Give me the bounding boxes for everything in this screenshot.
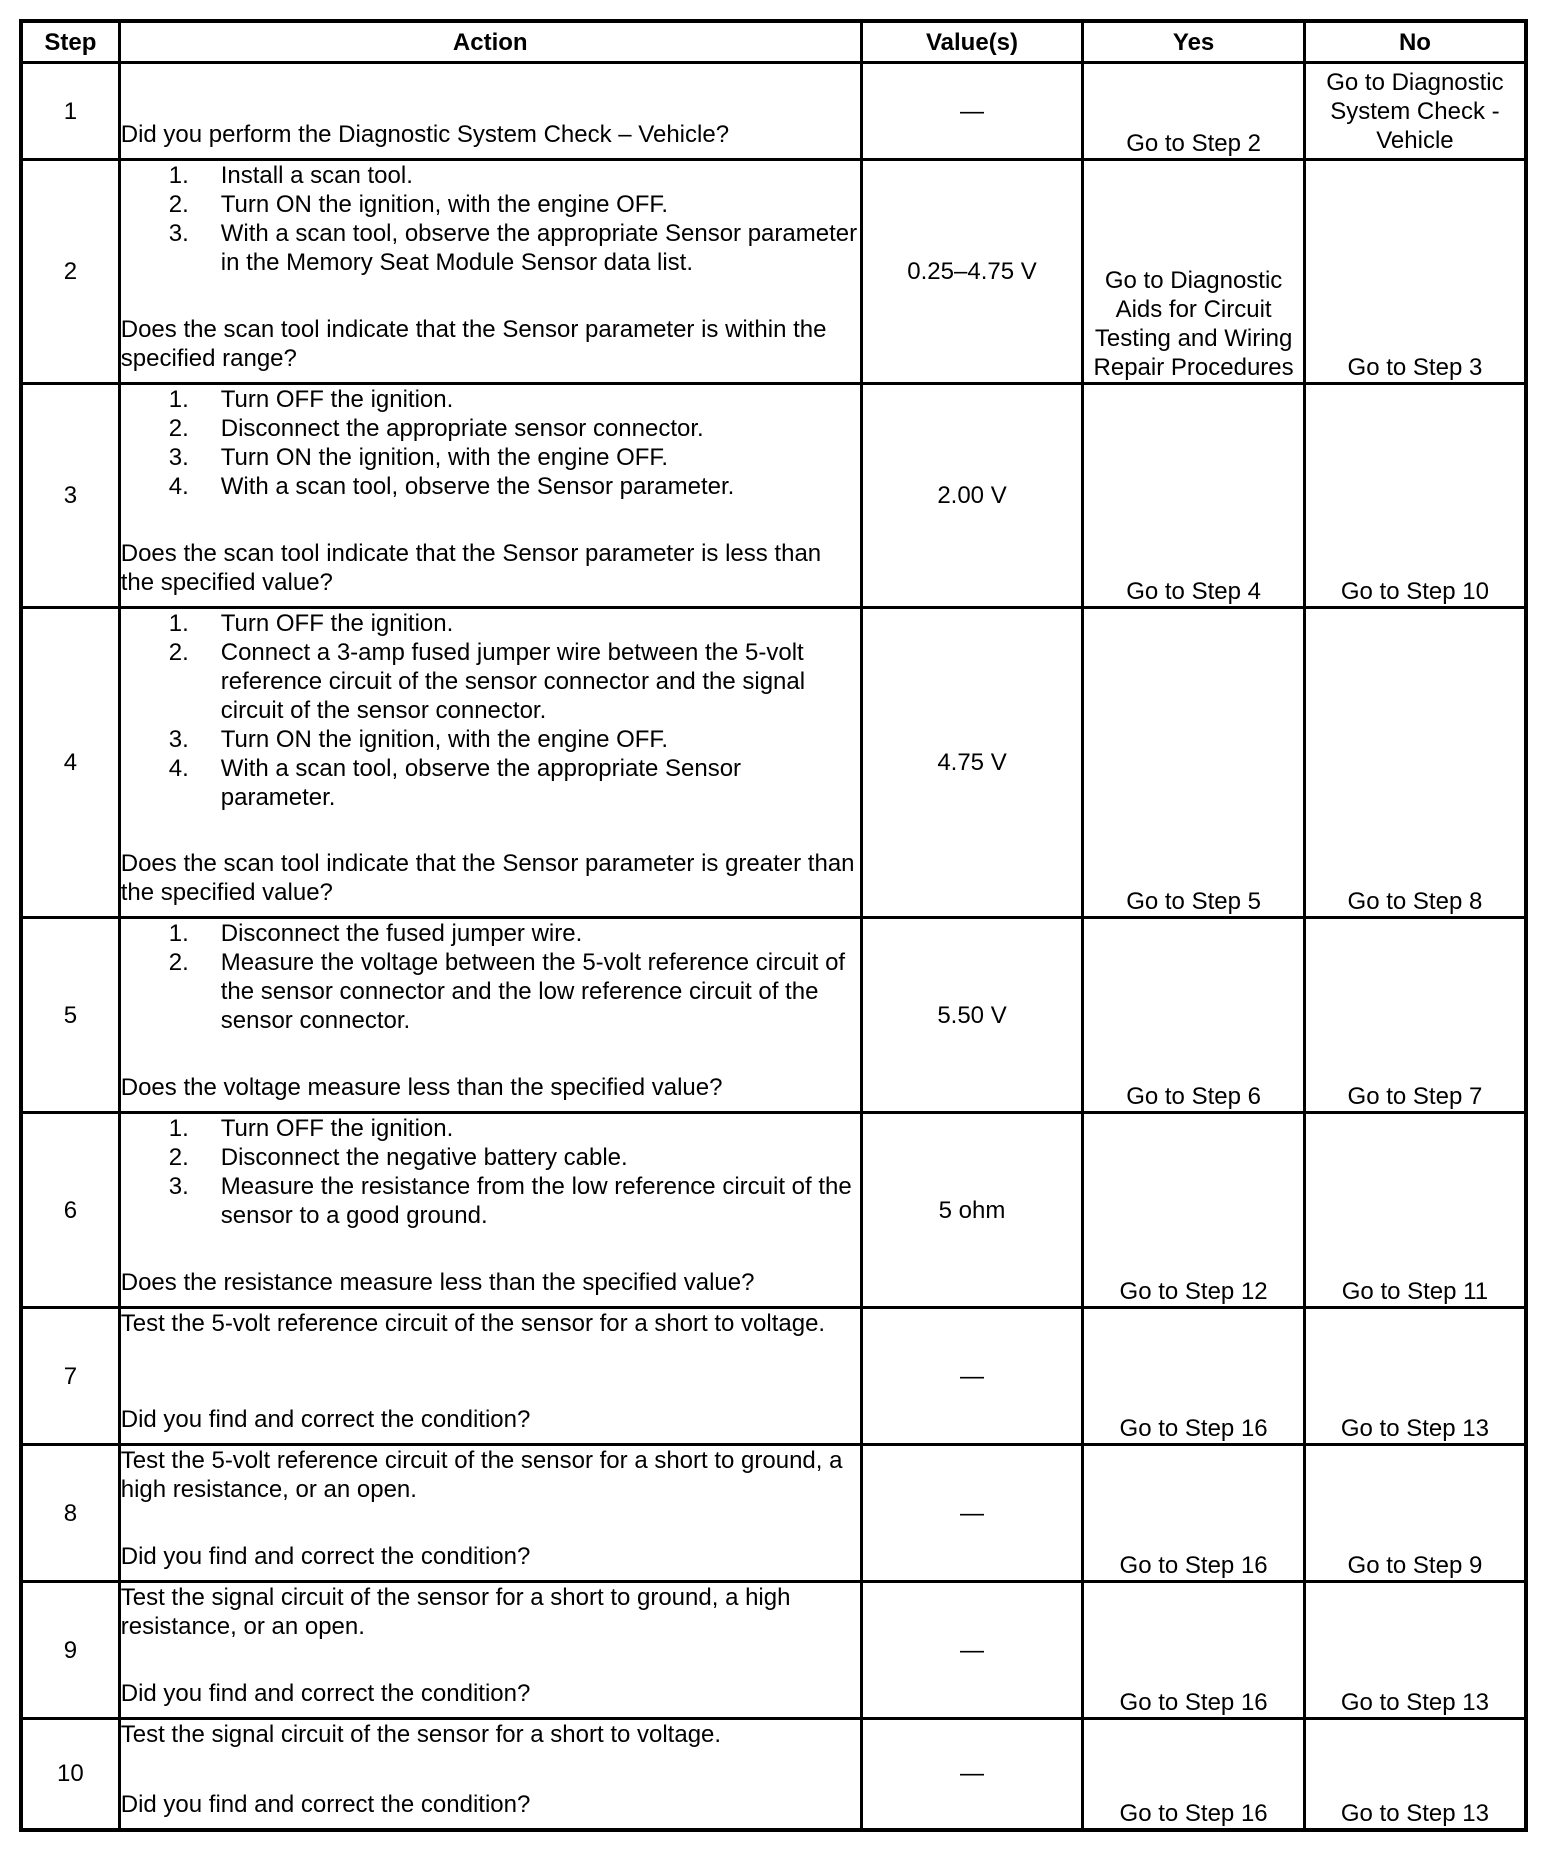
yes-result: Go to Step 6 — [1083, 918, 1305, 1113]
action-cell — [119, 384, 861, 608]
action-instructions — [121, 919, 860, 1035]
action-step — [121, 219, 860, 277]
step-number: 9 — [21, 1582, 119, 1719]
action-step-number: 2. — [168, 949, 189, 976]
action-step-list — [121, 609, 860, 812]
specified-value: — — [861, 1308, 1083, 1445]
step-number: 1 — [21, 63, 119, 160]
header-yes: Yes — [1083, 21, 1305, 63]
action-cell — [119, 160, 861, 384]
specified-value: 5 ohm — [861, 1113, 1083, 1308]
header-action: Action — [119, 21, 861, 63]
table-row — [21, 384, 1526, 608]
action-step — [121, 1143, 860, 1172]
action-intro: Test the 5-volt reference circuit of the sensor for a short to ground, a high resistance, or an open. — [120, 1447, 843, 1503]
action-step — [121, 638, 860, 725]
action-cell — [119, 608, 861, 918]
step-number: 4 — [21, 608, 119, 918]
action-instructions — [121, 1309, 860, 1338]
step-number: 8 — [21, 1445, 119, 1582]
action-step-number: 1. — [168, 386, 189, 413]
table-row — [21, 160, 1526, 384]
action-instructions — [121, 1583, 860, 1641]
table-body — [21, 63, 1526, 1830]
action-step-number: 2. — [168, 1144, 189, 1171]
yes-result: Go to Step 2 — [1083, 63, 1305, 160]
action-step-text: Turn OFF the ignition. — [220, 386, 454, 413]
step-number: 10 — [21, 1719, 119, 1830]
action-content — [121, 1446, 860, 1571]
action-cell — [119, 1582, 861, 1719]
yes-result: Go to Diagnostic Aids for Circuit Testing and Wiring Repair Procedures — [1083, 160, 1305, 384]
action-step-text: With a scan tool, observe the appropriate Sensor parameter in the Memory Seat Module Sensor data list. — [220, 220, 858, 276]
action-step-text: Disconnect the appropriate sensor connector. — [220, 415, 704, 442]
action-step-text: Turn ON the ignition, with the engine OFF. — [220, 726, 669, 753]
table-row — [21, 1582, 1526, 1719]
action-step — [121, 725, 860, 754]
yes-result: Go to Step 16 — [1083, 1445, 1305, 1582]
specified-value: 4.75 V — [861, 608, 1083, 918]
diagnostic-table — [19, 19, 1528, 1832]
action-instructions — [121, 161, 860, 277]
action-step — [121, 919, 860, 948]
no-result: Go to Step 11 — [1304, 1113, 1526, 1308]
action-cell — [119, 1719, 861, 1830]
table-row — [21, 1308, 1526, 1445]
action-step-text: Measure the voltage between the 5-volt reference circuit of the sensor connector and the low reference circuit of the sensor connector. — [220, 949, 846, 1034]
action-intro: Test the signal circuit of the sensor for a short to voltage. — [120, 1721, 722, 1748]
header-row — [21, 21, 1526, 63]
action-step — [121, 1172, 860, 1230]
header-step: Step — [21, 21, 119, 63]
action-question: Did you perform the Diagnostic System Check – Vehicle? — [120, 121, 730, 148]
action-instructions — [121, 1720, 860, 1749]
action-step-text: Turn OFF the ignition. — [220, 1115, 454, 1142]
specified-value: — — [861, 1582, 1083, 1719]
action-step — [121, 414, 860, 443]
step-number: 7 — [21, 1308, 119, 1445]
no-result: Go to Step 13 — [1304, 1582, 1526, 1719]
action-step-text: Disconnect the fused jumper wire. — [220, 920, 583, 947]
action-step — [121, 190, 860, 219]
action-step — [121, 948, 860, 1035]
action-step-list — [121, 161, 860, 277]
action-step-text: Connect a 3-amp fused jumper wire between the 5-volt reference circuit of the sensor connector and the signal circuit of the sensor connector. — [220, 639, 806, 724]
action-instructions — [121, 1114, 860, 1230]
action-question: Does the scan tool indicate that the Sensor parameter is less than the specified value? — [120, 540, 822, 596]
specified-value: 0.25–4.75 V — [861, 160, 1083, 384]
no-result: Go to Step 13 — [1304, 1308, 1526, 1445]
action-step-text: With a scan tool, observe the Sensor parameter. — [220, 473, 735, 500]
action-step-number: 3. — [168, 1173, 189, 1200]
action-question: Does the scan tool indicate that the Sensor parameter is greater than the specified value? — [120, 850, 855, 906]
step-number: 6 — [21, 1113, 119, 1308]
action-content — [121, 385, 860, 597]
yes-result: Go to Step 4 — [1083, 384, 1305, 608]
action-content — [121, 64, 860, 149]
specified-value: — — [861, 1445, 1083, 1582]
action-step — [121, 385, 860, 414]
step-number: 5 — [21, 918, 119, 1113]
action-step — [121, 609, 860, 638]
action-content — [121, 1309, 860, 1434]
action-step — [121, 472, 860, 501]
action-step-number: 2. — [168, 639, 189, 666]
action-step-number: 1. — [168, 610, 189, 637]
action-question: Did you find and correct the condition? — [120, 1791, 531, 1818]
no-result: Go to Step 7 — [1304, 918, 1526, 1113]
table-row — [21, 1445, 1526, 1582]
action-instructions — [121, 609, 860, 812]
action-content — [121, 919, 860, 1102]
action-content — [121, 609, 860, 907]
table-row — [21, 1113, 1526, 1308]
no-result: Go to Step 10 — [1304, 384, 1526, 608]
action-question: Does the scan tool indicate that the Sensor parameter is within the specified range? — [120, 316, 827, 372]
no-result: Go to Step 13 — [1304, 1719, 1526, 1830]
action-step — [121, 443, 860, 472]
specified-value: 2.00 V — [861, 384, 1083, 608]
action-intro: Test the signal circuit of the sensor for a short to ground, a high resistance, or an open. — [120, 1584, 791, 1640]
specified-value: — — [861, 63, 1083, 160]
table-row — [21, 608, 1526, 918]
action-step-number: 2. — [168, 415, 189, 442]
action-step-text: Turn ON the ignition, with the engine OFF. — [220, 444, 669, 471]
action-step-text: Install a scan tool. — [220, 162, 413, 189]
action-question: Did you find and correct the condition? — [120, 1680, 531, 1707]
action-question: Did you find and correct the condition? — [120, 1543, 531, 1570]
action-content — [121, 1583, 860, 1708]
action-step-number: 3. — [168, 220, 189, 247]
action-intro: Test the 5-volt reference circuit of the sensor for a short to voltage. — [120, 1310, 826, 1337]
no-result: Go to Step 8 — [1304, 608, 1526, 918]
yes-result: Go to Step 16 — [1083, 1308, 1305, 1445]
header-values: Value(s) — [861, 21, 1083, 63]
no-result: Go to Step 3 — [1304, 160, 1526, 384]
action-step-number: 3. — [168, 444, 189, 471]
specified-value: 5.50 V — [861, 918, 1083, 1113]
yes-result: Go to Step 16 — [1083, 1582, 1305, 1719]
action-step-text: Disconnect the negative battery cable. — [220, 1144, 628, 1171]
action-step-text: Measure the resistance from the low reference circuit of the sensor to a good ground. — [220, 1173, 852, 1229]
header-no: No — [1304, 21, 1526, 63]
action-step-list — [121, 919, 860, 1035]
action-question: Does the resistance measure less than the specified value? — [120, 1269, 755, 1296]
no-result: Go to Diagnostic System Check - Vehicle — [1304, 63, 1526, 160]
step-number: 3 — [21, 384, 119, 608]
action-step-number: 1. — [168, 1115, 189, 1142]
action-step-number: 4. — [168, 473, 189, 500]
action-step-list — [121, 385, 860, 501]
action-content — [121, 1114, 860, 1297]
action-step-number: 1. — [168, 162, 189, 189]
action-step-number: 1. — [168, 920, 189, 947]
yes-result: Go to Step 16 — [1083, 1719, 1305, 1830]
action-instructions — [121, 385, 860, 501]
yes-result: Go to Step 5 — [1083, 608, 1305, 918]
action-step-text: Turn ON the ignition, with the engine OFF. — [220, 191, 669, 218]
action-step-number: 4. — [168, 755, 189, 782]
action-step — [121, 754, 860, 812]
action-cell — [119, 63, 861, 160]
action-step-text: Turn OFF the ignition. — [220, 610, 454, 637]
action-content — [121, 161, 860, 373]
action-cell — [119, 1445, 861, 1582]
action-step — [121, 1114, 860, 1143]
action-cell — [119, 1308, 861, 1445]
action-instructions — [121, 1446, 860, 1504]
table-row — [21, 1719, 1526, 1830]
action-step-list — [121, 1114, 860, 1230]
step-number: 2 — [21, 160, 119, 384]
no-result: Go to Step 9 — [1304, 1445, 1526, 1582]
action-step-text: With a scan tool, observe the appropriate Sensor parameter. — [220, 755, 742, 811]
action-question: Does the voltage measure less than the specified value? — [120, 1074, 723, 1101]
action-question: Did you find and correct the condition? — [120, 1406, 531, 1433]
action-content — [121, 1720, 860, 1819]
action-cell — [119, 1113, 861, 1308]
action-step-number: 3. — [168, 726, 189, 753]
specified-value: — — [861, 1719, 1083, 1830]
yes-result: Go to Step 12 — [1083, 1113, 1305, 1308]
table-row — [21, 918, 1526, 1113]
table-row — [21, 63, 1526, 160]
action-step-number: 2. — [168, 191, 189, 218]
action-cell — [119, 918, 861, 1113]
action-step — [121, 161, 860, 190]
